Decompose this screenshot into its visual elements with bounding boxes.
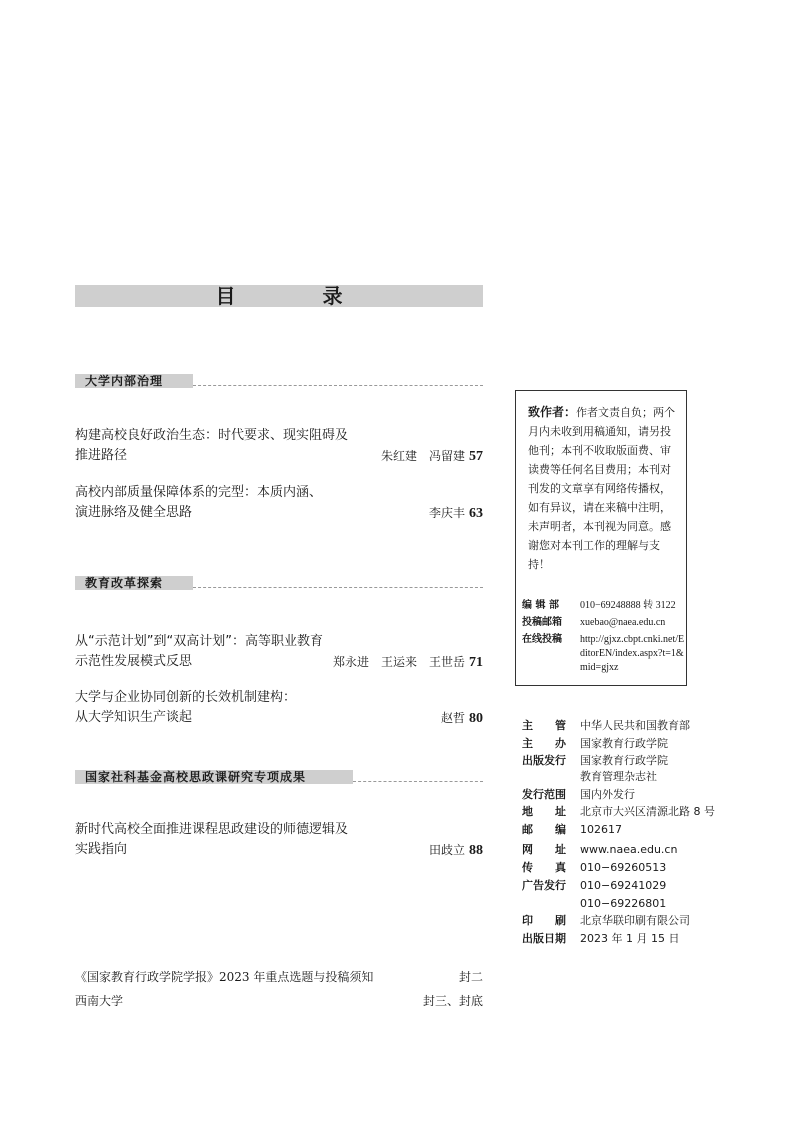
publication-row (522, 787, 792, 803)
article-entry[interactable] (75, 688, 483, 728)
section-header (75, 770, 483, 784)
publication-value: 102617 (580, 823, 622, 836)
article-entry[interactable] (75, 820, 483, 860)
publication-row (522, 769, 792, 785)
publication-value: 北京市大兴区清源北路 8 号 (580, 805, 715, 818)
article-page: 80 (469, 711, 483, 726)
publication-key: 广告发行 (522, 879, 566, 892)
article-entry[interactable] (75, 483, 483, 523)
section-header (75, 576, 483, 590)
article-title-line2: 演进脉络及健全思路 (75, 505, 193, 520)
article-title-line1: 从“示范计划”到“双高计划”：高等职业教育 (75, 634, 323, 649)
article-title-line1: 大学与企业协同创新的长效机制建构： (75, 690, 297, 705)
footer-entry[interactable] (75, 968, 483, 986)
footer-entry-title: 《国家教育行政学院学报》2023 年重点选题与投稿须知 (75, 970, 374, 984)
contact-key: 在线投稿 (522, 634, 562, 645)
publication-key: 主 办 (522, 737, 566, 750)
section-divider (193, 385, 483, 386)
publication-value: 中华人民共和国教育部 (580, 719, 690, 732)
notice-heading: 致作者： (528, 405, 577, 419)
publication-row (522, 804, 792, 820)
article-title-line2: 从大学知识生产谈起 (75, 710, 193, 725)
footer-entry-title: 西南大学 (75, 994, 124, 1008)
section-label: 教育改革探索 (75, 576, 193, 590)
publication-row (522, 931, 792, 947)
footer-entry-page: 封二 (458, 970, 483, 984)
publication-key: 印 刷 (522, 914, 566, 927)
article-title-line1: 新时代高校全面推进课程思政建设的师德逻辑及 (75, 822, 349, 837)
contact-value: 010−69248888 转 3122 (580, 600, 676, 611)
section-divider (193, 587, 483, 588)
section-label: 国家社科基金高校思政课研究专项成果 (75, 770, 353, 784)
publication-value: 教育管理杂志社 (580, 770, 657, 783)
article-entry[interactable] (75, 426, 483, 466)
author-notice (528, 403, 676, 574)
article-authors: 李庆丰 (428, 506, 465, 520)
contents-title: 目 录 (215, 284, 383, 308)
publication-row (522, 842, 792, 858)
publication-row (522, 718, 792, 734)
article-entry[interactable] (75, 632, 483, 672)
contact-email[interactable]: xuebao@naea.edu.cn (580, 617, 666, 628)
article-title-line2: 实践指向 (75, 842, 128, 857)
publication-row (522, 753, 792, 769)
publication-key: 地 址 (522, 805, 566, 818)
section-label: 大学内部治理 (75, 374, 193, 388)
section-header (75, 374, 483, 388)
publication-value: 国内外发行 (580, 788, 635, 801)
contact-key: 编 辑 部 (522, 600, 559, 611)
article-title-line1: 高校内部质量保障体系的完型：本质内涵、 (75, 485, 323, 500)
article-page: 63 (469, 506, 483, 521)
author-notice-box (515, 390, 687, 686)
publication-row (522, 878, 792, 894)
publication-key: 主 管 (522, 719, 566, 732)
article-page: 57 (469, 449, 483, 464)
publication-value: 010−69226801 (580, 897, 667, 910)
article-authors: 朱红建 冯留建 (380, 449, 465, 463)
publication-row (522, 896, 792, 912)
publication-value: 国家教育行政学院 (580, 754, 668, 767)
article-page: 71 (469, 655, 483, 670)
publication-key: 出版发行 (522, 754, 566, 767)
article-authors: 郑永进 王运来 王世岳 (332, 655, 465, 669)
notice-text: 作者文责自负；两个月内未收到用稿通知，请另投他刊；本刊不收取版面费、审读费等任何名目费用；本刊对刊发的文章享有网络传播权，如有异议，请在来稿中注明，未声明者，本刊视为同意。感谢您对本刊工作的理解与支持！ (528, 406, 676, 571)
publication-key: 传 真 (522, 861, 566, 874)
publication-value: www.naea.edu.cn (580, 843, 678, 856)
publication-value: 2023 年 1 月 15 日 (580, 932, 680, 945)
article-title-line2: 示范性发展模式反思 (75, 654, 193, 669)
contact-url[interactable]: http://gjxz.cbpt.cnki.net/EditorEN/index.aspx?t=1&mid=gjxz (580, 634, 685, 673)
article-page: 88 (469, 843, 483, 858)
section-divider (353, 781, 483, 782)
article-title-line2: 推进路径 (75, 448, 128, 463)
article-title-line1: 构建高校良好政治生态：时代要求、现实阻碍及 (75, 428, 349, 443)
publication-value: 国家教育行政学院 (580, 737, 668, 750)
contact-key: 投稿邮箱 (522, 617, 562, 628)
publication-value: 010−69241029 (580, 879, 667, 892)
footer-entry-page: 封三、封底 (422, 994, 483, 1008)
article-authors: 田歧立 (428, 843, 465, 857)
publication-key: 网 址 (522, 843, 566, 856)
article-authors: 赵哲 (440, 711, 465, 725)
publication-row (522, 860, 792, 876)
publication-key: 发行范围 (522, 788, 566, 801)
publication-row (522, 822, 792, 838)
publication-key: 出版日期 (522, 932, 566, 945)
publication-row (522, 736, 792, 752)
footer-entry[interactable] (75, 992, 483, 1010)
publication-value: 北京华联印刷有限公司 (580, 914, 690, 927)
publication-value: 010−69260513 (580, 861, 667, 874)
publication-row (522, 913, 792, 929)
contents-title-bar (75, 285, 483, 307)
publication-key: 邮 编 (522, 823, 566, 836)
